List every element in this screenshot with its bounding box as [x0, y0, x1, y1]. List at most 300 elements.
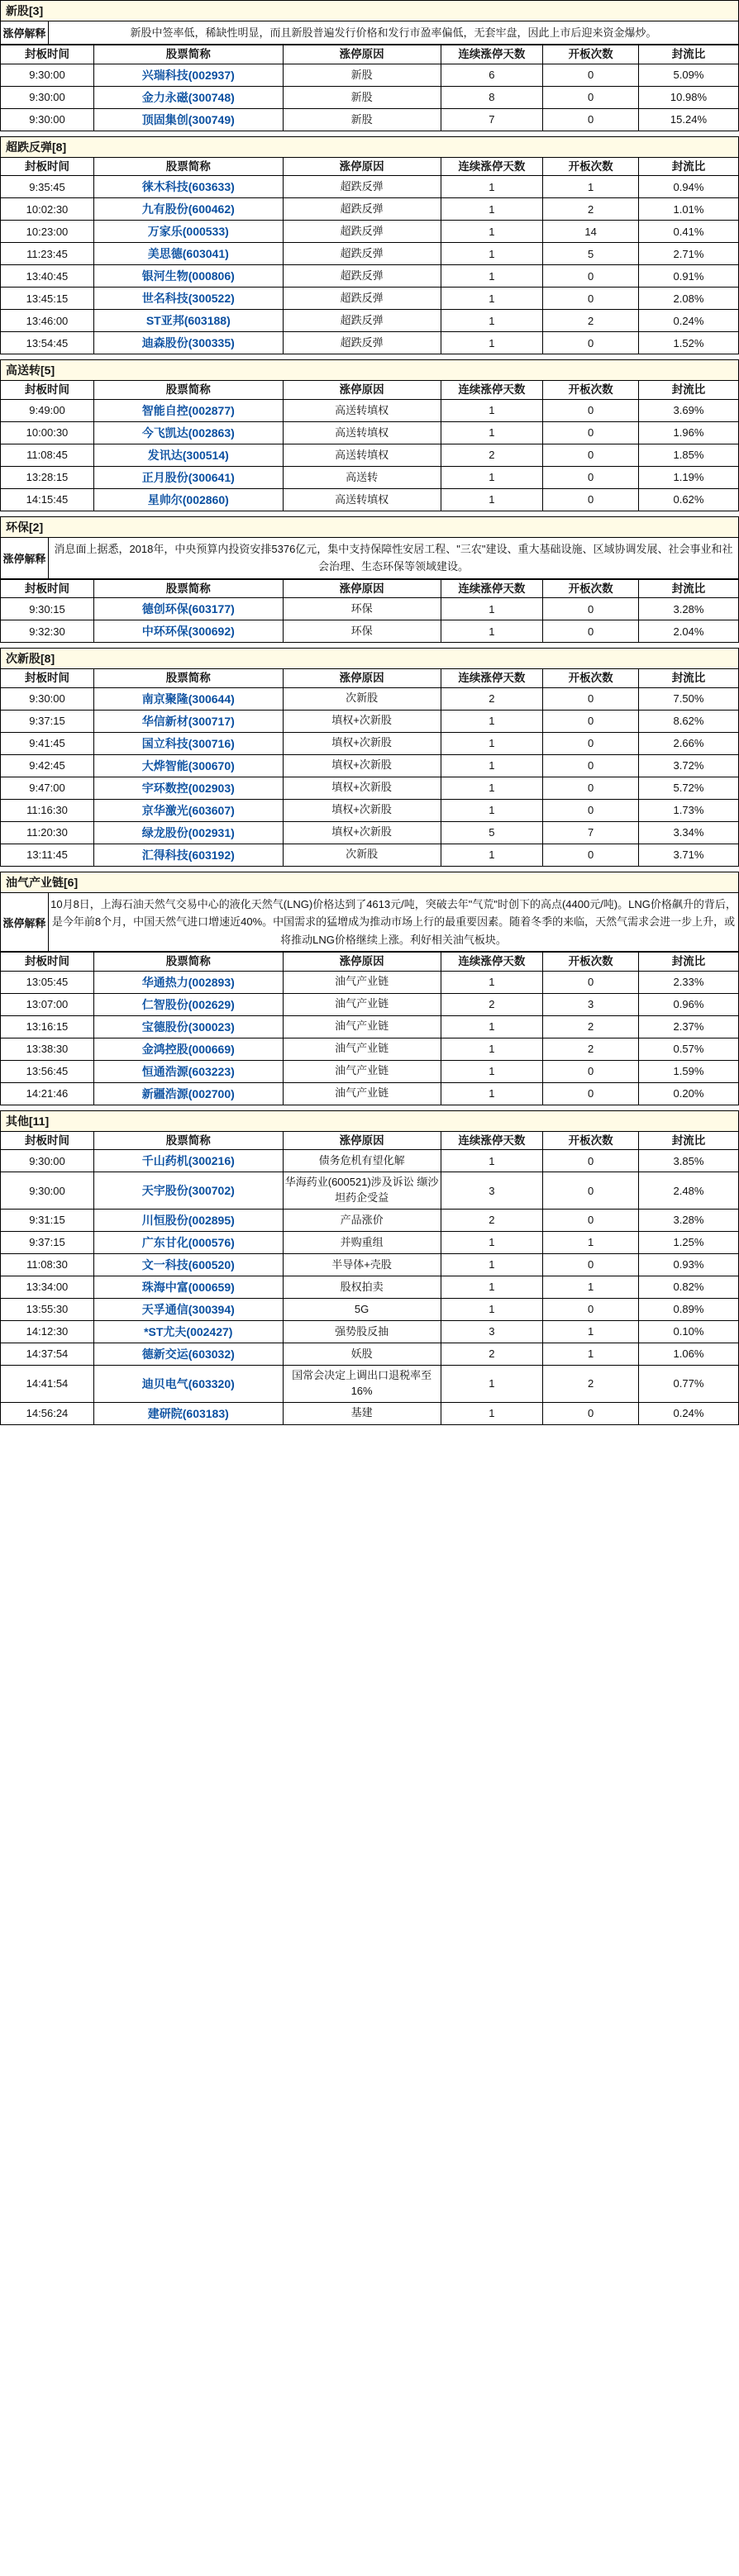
cell-days: 1	[441, 754, 543, 777]
cell-opens: 0	[543, 754, 639, 777]
cell-seal: 2.04%	[638, 620, 738, 643]
section-title: 油气产业链[6]	[0, 872, 739, 892]
cell-time: 11:20:30	[1, 821, 94, 844]
cell-name[interactable]	[93, 971, 283, 993]
cell-reason: 高送转填权	[283, 399, 441, 421]
stock-name[interactable]: 绿龙股份(002931)	[141, 825, 235, 839]
table-row	[1, 399, 739, 421]
cell-name[interactable]	[93, 310, 283, 332]
cell-opens: 0	[543, 64, 639, 86]
stock-name[interactable]: 顶固集创(300749)	[141, 112, 235, 126]
stock-name[interactable]: 兴瑞科技(002937)	[141, 68, 235, 82]
cell-reason: 新股	[283, 108, 441, 131]
cell-name[interactable]	[93, 488, 283, 511]
cell-name[interactable]	[93, 732, 283, 754]
cell-seal: 10.98%	[638, 86, 738, 108]
cell-opens: 7	[543, 821, 639, 844]
stock-name[interactable]: 新疆浩源(002700)	[141, 1086, 235, 1100]
table-row	[1, 1060, 739, 1082]
stock-name[interactable]: 大烨智能(300670)	[141, 758, 235, 772]
cell-time: 11:16:30	[1, 799, 94, 821]
cell-days: 1	[441, 1038, 543, 1060]
table-row	[1, 971, 739, 993]
cell-name[interactable]	[93, 399, 283, 421]
cell-days: 2	[441, 993, 543, 1015]
cell-days: 3	[441, 1172, 543, 1210]
cell-name[interactable]	[93, 1172, 283, 1210]
cell-opens: 1	[543, 176, 639, 198]
section-table	[0, 380, 739, 511]
cell-days: 6	[441, 64, 543, 86]
cell-seal: 15.24%	[638, 108, 738, 131]
cell-days: 2	[441, 1209, 543, 1231]
cell-time: 14:12:30	[1, 1320, 94, 1343]
cell-reason: 填权+次新股	[283, 754, 441, 777]
stock-name[interactable]: 智能自控(002877)	[141, 403, 235, 417]
cell-reason: 基建	[283, 1402, 441, 1424]
col-reason: 涨停原因	[283, 381, 441, 400]
cell-days: 1	[441, 243, 543, 265]
table-header-row	[1, 45, 739, 64]
cell-name[interactable]	[93, 754, 283, 777]
cell-days: 1	[441, 265, 543, 288]
cell-days: 1	[441, 466, 543, 488]
cell-days: 5	[441, 821, 543, 844]
cell-seal: 1.73%	[638, 799, 738, 821]
cell-days: 1	[441, 1298, 543, 1320]
table-row	[1, 1298, 739, 1320]
stock-name[interactable]: 广东甘化(000576)	[141, 1235, 235, 1249]
stock-name[interactable]: 京华激光(603607)	[141, 803, 235, 817]
cell-seal: 0.82%	[638, 1276, 738, 1298]
cell-opens: 14	[543, 221, 639, 243]
cell-days: 1	[441, 176, 543, 198]
cell-opens: 0	[543, 710, 639, 732]
cell-time: 13:40:45	[1, 265, 94, 288]
cell-name[interactable]	[93, 687, 283, 710]
explanation-label: 涨停解释	[1, 21, 49, 45]
cell-reason: 并购重组	[283, 1231, 441, 1253]
col-reason: 涨停原因	[283, 157, 441, 176]
cell-reason: 新股	[283, 86, 441, 108]
col-days: 连续涨停天数	[441, 157, 543, 176]
cell-seal: 3.71%	[638, 844, 738, 866]
stock-name[interactable]: 汇得科技(603192)	[141, 848, 235, 862]
cell-days: 1	[441, 221, 543, 243]
cell-name[interactable]	[93, 1150, 283, 1172]
stock-name[interactable]: 万家乐(000533)	[147, 225, 229, 239]
cell-days: 1	[441, 844, 543, 866]
col-days: 连续涨停天数	[441, 579, 543, 598]
cell-name[interactable]	[93, 620, 283, 643]
cell-seal: 0.77%	[638, 1365, 738, 1402]
cell-days: 1	[441, 310, 543, 332]
cell-opens: 0	[543, 288, 639, 310]
stock-name[interactable]: 金鸿控股(000669)	[141, 1042, 235, 1056]
cell-name[interactable]	[93, 444, 283, 466]
col-time: 封板时间	[1, 953, 94, 972]
cell-opens: 2	[543, 198, 639, 221]
cell-reason: 强势股反抽	[283, 1320, 441, 1343]
cell-reason: 超跌反弹	[283, 176, 441, 198]
cell-seal: 0.57%	[638, 1038, 738, 1060]
cell-time: 9:35:45	[1, 176, 94, 198]
cell-opens: 0	[543, 598, 639, 620]
cell-name[interactable]	[93, 243, 283, 265]
stock-name[interactable]: 恒通浩源(603223)	[141, 1064, 235, 1078]
cell-reason: 次新股	[283, 844, 441, 866]
table-row	[1, 288, 739, 310]
cell-time: 9:37:15	[1, 710, 94, 732]
cell-name[interactable]	[93, 198, 283, 221]
cell-time: 9:42:45	[1, 754, 94, 777]
section-title: 新股[3]	[0, 0, 739, 21]
cell-reason: 超跌反弹	[283, 265, 441, 288]
cell-name[interactable]	[93, 1276, 283, 1298]
cell-name[interactable]	[93, 1231, 283, 1253]
stock-name[interactable]: 千山药机(300216)	[141, 1154, 235, 1168]
stock-name[interactable]: 天宇股份(300702)	[141, 1184, 235, 1198]
cell-days: 2	[441, 1343, 543, 1365]
col-time: 封板时间	[1, 157, 94, 176]
cell-name[interactable]	[93, 1253, 283, 1276]
cell-time: 13:54:45	[1, 332, 94, 354]
col-time: 封板时间	[1, 579, 94, 598]
cell-reason: 油气产业链	[283, 1015, 441, 1038]
table-row	[1, 1231, 739, 1253]
stock-name[interactable]: 德新交运(603032)	[141, 1347, 235, 1361]
stock-name[interactable]: ST亚邦(603188)	[145, 314, 231, 328]
table-row	[1, 1082, 739, 1105]
cell-opens: 0	[543, 488, 639, 511]
cell-seal: 3.72%	[638, 754, 738, 777]
col-seal: 封流比	[638, 381, 738, 400]
table-header-row	[1, 579, 739, 598]
cell-time: 14:15:45	[1, 488, 94, 511]
table-row	[1, 332, 739, 354]
cell-reason: 超跌反弹	[283, 288, 441, 310]
cell-seal: 2.66%	[638, 732, 738, 754]
cell-reason: 环保	[283, 620, 441, 643]
cell-time: 9:41:45	[1, 732, 94, 754]
col-opens: 开板次数	[543, 157, 639, 176]
stock-name[interactable]: 金力永磁(300748)	[141, 90, 235, 104]
cell-opens: 0	[543, 466, 639, 488]
stock-name[interactable]: 宇环数控(002903)	[141, 781, 235, 795]
cell-time: 13:56:45	[1, 1060, 94, 1082]
cell-seal: 0.24%	[638, 310, 738, 332]
cell-name[interactable]	[93, 86, 283, 108]
cell-name[interactable]	[93, 993, 283, 1015]
cell-days: 1	[441, 971, 543, 993]
cell-time: 13:55:30	[1, 1298, 94, 1320]
table-row	[1, 198, 739, 221]
cell-seal: 0.24%	[638, 1402, 738, 1424]
cell-reason: 油气产业链	[283, 1060, 441, 1082]
cell-name[interactable]	[93, 221, 283, 243]
col-time: 封板时间	[1, 381, 94, 400]
cell-time: 11:08:45	[1, 444, 94, 466]
table-header-row	[1, 381, 739, 400]
cell-opens: 0	[543, 332, 639, 354]
stock-name[interactable]: 正月股份(300641)	[141, 470, 235, 484]
cell-name[interactable]	[93, 1015, 283, 1038]
cell-reason: 华海药业(600521)涉及诉讼 缬沙坦药企受益	[283, 1172, 441, 1210]
cell-opens: 0	[543, 444, 639, 466]
cell-opens: 0	[543, 86, 639, 108]
cell-name[interactable]	[93, 710, 283, 732]
col-seal: 封流比	[638, 157, 738, 176]
cell-seal: 0.94%	[638, 176, 738, 198]
table-row	[1, 176, 739, 198]
stock-name[interactable]: 仁智股份(002629)	[141, 997, 235, 1011]
cell-seal: 0.89%	[638, 1298, 738, 1320]
cell-days: 1	[441, 620, 543, 643]
cell-days: 3	[441, 1320, 543, 1343]
section-table	[0, 157, 739, 355]
stock-name[interactable]: 中环环保(300692)	[141, 625, 235, 639]
cell-time: 14:21:46	[1, 1082, 94, 1105]
cell-opens: 1	[543, 1343, 639, 1365]
cell-seal: 1.01%	[638, 198, 738, 221]
stock-name[interactable]: 迪森股份(300335)	[141, 336, 235, 350]
stock-name[interactable]: 德创环保(603177)	[141, 602, 235, 616]
table-row	[1, 1015, 739, 1038]
cell-opens: 2	[543, 310, 639, 332]
cell-days: 1	[441, 1231, 543, 1253]
cell-name[interactable]	[93, 799, 283, 821]
section-table	[0, 45, 739, 131]
table-row	[1, 821, 739, 844]
stock-name[interactable]: 文一科技(600520)	[141, 1257, 235, 1271]
cell-opens: 0	[543, 1209, 639, 1231]
col-seal: 封流比	[638, 669, 738, 688]
stock-name[interactable]: 发讯达(300514)	[147, 448, 229, 462]
cell-opens: 0	[543, 799, 639, 821]
cell-seal: 8.62%	[638, 710, 738, 732]
cell-reason: 超跌反弹	[283, 221, 441, 243]
table-header-row	[1, 157, 739, 176]
cell-name[interactable]	[93, 1320, 283, 1343]
cell-seal: 0.91%	[638, 265, 738, 288]
cell-name[interactable]	[93, 1365, 283, 1402]
explanation-text: 消息面上据悉，2018年，中央预算内投资安排5376亿元，集中支持保障性安居工程、"三农"建设、重大基础设施、区域协调发展、社会事业和社会治理、生态环保等领域建设。	[49, 537, 739, 578]
stock-name[interactable]: 南京聚隆(300644)	[141, 692, 235, 706]
section-title: 超跌反弹[8]	[0, 136, 739, 157]
cell-opens: 2	[543, 1365, 639, 1402]
cell-name[interactable]	[93, 777, 283, 799]
cell-days: 1	[441, 1082, 543, 1105]
table-row	[1, 1150, 739, 1172]
cell-seal: 1.96%	[638, 421, 738, 444]
stock-name[interactable]: 银河生物(000806)	[141, 269, 235, 283]
cell-time: 13:05:45	[1, 971, 94, 993]
table-row	[1, 754, 739, 777]
cell-days: 1	[441, 1015, 543, 1038]
col-name: 股票简称	[93, 45, 283, 64]
cell-seal: 0.93%	[638, 1253, 738, 1276]
cell-time: 13:34:00	[1, 1276, 94, 1298]
col-time: 封板时间	[1, 669, 94, 688]
cell-time: 9:30:00	[1, 1150, 94, 1172]
cell-seal: 1.52%	[638, 332, 738, 354]
explanation-label: 涨停解释	[1, 537, 49, 578]
section-title: 其他[11]	[0, 1110, 739, 1131]
stock-name[interactable]: 国立科技(300716)	[141, 736, 235, 750]
cell-name[interactable]	[93, 1082, 283, 1105]
cell-opens: 0	[543, 1402, 639, 1424]
stock-name[interactable]: 天孚通信(300394)	[141, 1302, 235, 1316]
table-row	[1, 243, 739, 265]
col-name: 股票简称	[93, 953, 283, 972]
cell-name[interactable]	[93, 64, 283, 86]
stock-name[interactable]: 建研院(603183)	[147, 1406, 229, 1420]
cell-name[interactable]	[93, 844, 283, 866]
cell-time: 10:00:30	[1, 421, 94, 444]
cell-name[interactable]	[93, 1343, 283, 1365]
cell-seal: 3.28%	[638, 598, 738, 620]
table-row	[1, 64, 739, 86]
table-row	[1, 310, 739, 332]
cell-name[interactable]	[93, 1060, 283, 1082]
cell-seal: 2.33%	[638, 971, 738, 993]
col-opens: 开板次数	[543, 381, 639, 400]
cell-seal: 0.20%	[638, 1082, 738, 1105]
cell-opens: 0	[543, 971, 639, 993]
cell-time: 10:02:30	[1, 198, 94, 221]
cell-opens: 0	[543, 421, 639, 444]
cell-name[interactable]	[93, 108, 283, 131]
cell-opens: 0	[543, 1298, 639, 1320]
explanation-table	[0, 21, 739, 45]
table-row	[1, 993, 739, 1015]
cell-seal: 0.41%	[638, 221, 738, 243]
table-row	[1, 1276, 739, 1298]
cell-seal: 0.10%	[638, 1320, 738, 1343]
explanation-row	[1, 892, 739, 951]
table-row	[1, 1365, 739, 1402]
cell-name[interactable]	[93, 466, 283, 488]
cell-opens: 0	[543, 732, 639, 754]
section-table	[0, 579, 739, 644]
cell-time: 9:31:15	[1, 1209, 94, 1231]
cell-time: 13:28:15	[1, 466, 94, 488]
cell-name[interactable]	[93, 421, 283, 444]
col-opens: 开板次数	[543, 45, 639, 64]
cell-days: 2	[441, 687, 543, 710]
col-time: 封板时间	[1, 45, 94, 64]
col-days: 连续涨停天数	[441, 953, 543, 972]
cell-reason: 股权拍卖	[283, 1276, 441, 1298]
cell-time: 9:30:00	[1, 86, 94, 108]
cell-days: 1	[441, 710, 543, 732]
stock-name[interactable]: 世名科技(300522)	[141, 292, 235, 306]
stock-name[interactable]: 华通热力(002893)	[141, 975, 235, 989]
cell-name[interactable]	[93, 1038, 283, 1060]
stock-name[interactable]: 宝德股份(300023)	[141, 1019, 235, 1034]
table-header-row	[1, 1131, 739, 1150]
cell-time: 10:23:00	[1, 221, 94, 243]
cell-reason: 债务危机有望化解	[283, 1150, 441, 1172]
col-opens: 开板次数	[543, 669, 639, 688]
stock-name[interactable]: 徕木科技(603633)	[141, 180, 235, 194]
cell-days: 1	[441, 732, 543, 754]
cell-reason: 油气产业链	[283, 971, 441, 993]
col-reason: 涨停原因	[283, 579, 441, 598]
cell-days: 1	[441, 1150, 543, 1172]
cell-name[interactable]	[93, 288, 283, 310]
section-table	[0, 1131, 739, 1425]
cell-name[interactable]	[93, 265, 283, 288]
cell-seal: 0.96%	[638, 993, 738, 1015]
cell-reason: 环保	[283, 598, 441, 620]
cell-name[interactable]	[93, 1209, 283, 1231]
cell-time: 9:30:00	[1, 687, 94, 710]
stock-name[interactable]: 九有股份(600462)	[141, 202, 235, 216]
stock-name[interactable]: 今飞凯达(002863)	[141, 425, 235, 440]
col-name: 股票简称	[93, 1131, 283, 1150]
explanation-label: 涨停解释	[1, 892, 49, 951]
cell-reason: 油气产业链	[283, 1038, 441, 1060]
cell-reason: 油气产业链	[283, 993, 441, 1015]
cell-time: 11:08:30	[1, 1253, 94, 1276]
cell-name[interactable]	[93, 1402, 283, 1424]
table-row	[1, 221, 739, 243]
cell-days: 1	[441, 1060, 543, 1082]
cell-name[interactable]	[93, 1298, 283, 1320]
stock-name[interactable]: 星帅尔(002860)	[147, 492, 229, 506]
cell-name[interactable]	[93, 821, 283, 844]
cell-opens: 0	[543, 1150, 639, 1172]
stock-name[interactable]: *ST尤夫(002427)	[144, 1324, 233, 1338]
cell-days: 1	[441, 1402, 543, 1424]
cell-seal: 3.69%	[638, 399, 738, 421]
cell-seal: 0.62%	[638, 488, 738, 511]
stock-name[interactable]: 华信新材(300717)	[141, 714, 235, 728]
col-reason: 涨停原因	[283, 669, 441, 688]
cell-name[interactable]	[93, 332, 283, 354]
col-reason: 涨停原因	[283, 45, 441, 64]
cell-seal: 5.09%	[638, 64, 738, 86]
cell-name[interactable]	[93, 176, 283, 198]
col-opens: 开板次数	[543, 1131, 639, 1150]
cell-seal: 2.37%	[638, 1015, 738, 1038]
col-seal: 封流比	[638, 579, 738, 598]
cell-seal: 2.08%	[638, 288, 738, 310]
stock-name[interactable]: 美思德(603041)	[147, 247, 229, 261]
cell-seal: 5.72%	[638, 777, 738, 799]
table-row	[1, 444, 739, 466]
stock-name[interactable]: 迪贝电气(603320)	[141, 1376, 235, 1390]
col-seal: 封流比	[638, 1131, 738, 1150]
cell-reason: 填权+次新股	[283, 821, 441, 844]
cell-time: 14:37:54	[1, 1343, 94, 1365]
section-title: 高送转[5]	[0, 359, 739, 380]
stock-name[interactable]: 珠海中富(000659)	[141, 1280, 235, 1294]
cell-seal: 1.59%	[638, 1060, 738, 1082]
cell-seal: 2.48%	[638, 1172, 738, 1210]
cell-days: 2	[441, 444, 543, 466]
cell-time: 9:30:00	[1, 108, 94, 131]
cell-reason: 填权+次新股	[283, 777, 441, 799]
cell-name[interactable]	[93, 598, 283, 620]
cell-opens: 0	[543, 844, 639, 866]
cell-opens: 5	[543, 243, 639, 265]
col-days: 连续涨停天数	[441, 45, 543, 64]
stock-name[interactable]: 川恒股份(002895)	[141, 1213, 235, 1227]
cell-opens: 0	[543, 108, 639, 131]
cell-days: 1	[441, 1365, 543, 1402]
